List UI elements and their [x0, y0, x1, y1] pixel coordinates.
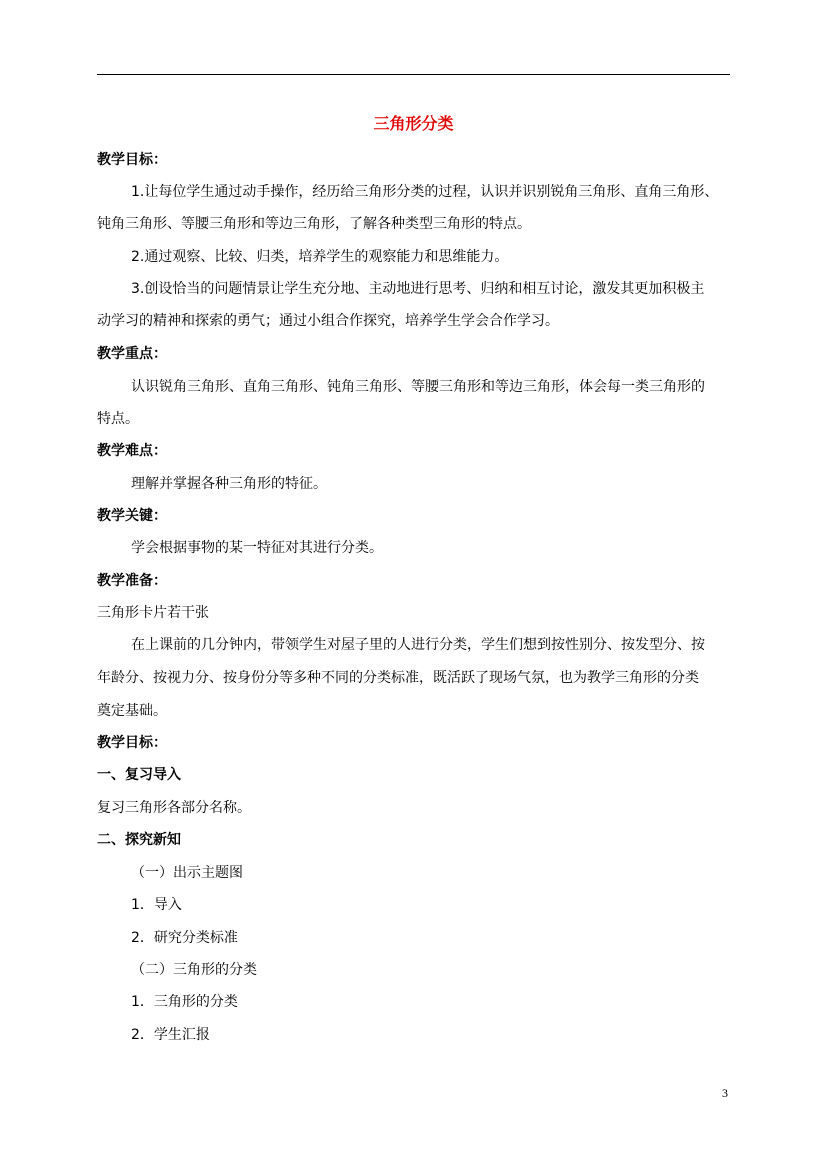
- page-number: 3: [722, 1086, 728, 1100]
- list-item: （一）出示主题图: [131, 865, 243, 881]
- paragraph-line: 在上课前的几分钟内，带领学生对屋子里的人进行分类，学生们想到按性别分、按发型分、按: [131, 637, 705, 653]
- heading-teaching-goals: 教学目标：: [97, 152, 167, 168]
- paragraph-line: 三角形卡片若干张: [97, 605, 209, 621]
- paragraph-line: 动学习的精神和探索的勇气；通过小组合作探究，培养学生学会合作学习。: [97, 313, 559, 329]
- paragraph-line: 认识锐角三角形、直角三角形、钝角三角形、等腰三角形和等边三角形，体会每一类三角形的: [131, 379, 705, 395]
- paragraph-line: 学会根据事物的某一特征对其进行分类。: [131, 540, 383, 556]
- paragraph-line: 钝角三角形、等腰三角形和等边三角形，了解各种类型三角形的特点。: [97, 216, 531, 232]
- list-item: 1．导入: [131, 897, 182, 913]
- list-item: （二）三角形的分类: [131, 962, 257, 978]
- paragraph-line: 2.通过观察、比较、归类，培养学生的观察能力和思维能力。: [131, 249, 509, 265]
- paragraph-line: 3.创设恰当的问题情景让学生充分地、主动地进行思考、归纳和相互讨论，激发其更加积极主: [131, 281, 705, 297]
- section-explore: 二、探究新知: [97, 832, 181, 848]
- paragraph-line: 年龄分、按视力分、按身份分等多种不同的分类标准，既活跃了现场气氛，也为教学三角形的分类: [97, 670, 699, 686]
- paragraph-line: 1.让每位学生通过动手操作，经历给三角形分类的过程，认识并识别锐角三角形、直角三角形、: [131, 184, 719, 200]
- list-item: 1．三角形的分类: [131, 994, 238, 1010]
- document-title: 三角形分类: [373, 114, 454, 133]
- paragraph-line: 理解并掌握各种三角形的特征。: [131, 476, 327, 492]
- paragraph-line: 奠定基础。: [97, 703, 167, 719]
- heading-key-points: 教学重点：: [97, 346, 167, 362]
- paragraph-line: 特点。: [97, 411, 139, 427]
- list-item: 2．研究分类标准: [131, 930, 238, 946]
- paragraph-line: 复习三角形各部分名称。: [97, 800, 251, 816]
- heading-difficulties: 教学难点：: [97, 443, 167, 459]
- section-review: 一、复习导入: [97, 767, 181, 783]
- header-rule: [97, 74, 730, 75]
- heading-teaching-goals-2: 教学目标：: [97, 735, 167, 751]
- list-item: 2．学生汇报: [131, 1027, 210, 1043]
- heading-preparation: 教学准备：: [97, 573, 167, 589]
- heading-key: 教学关键：: [97, 508, 167, 524]
